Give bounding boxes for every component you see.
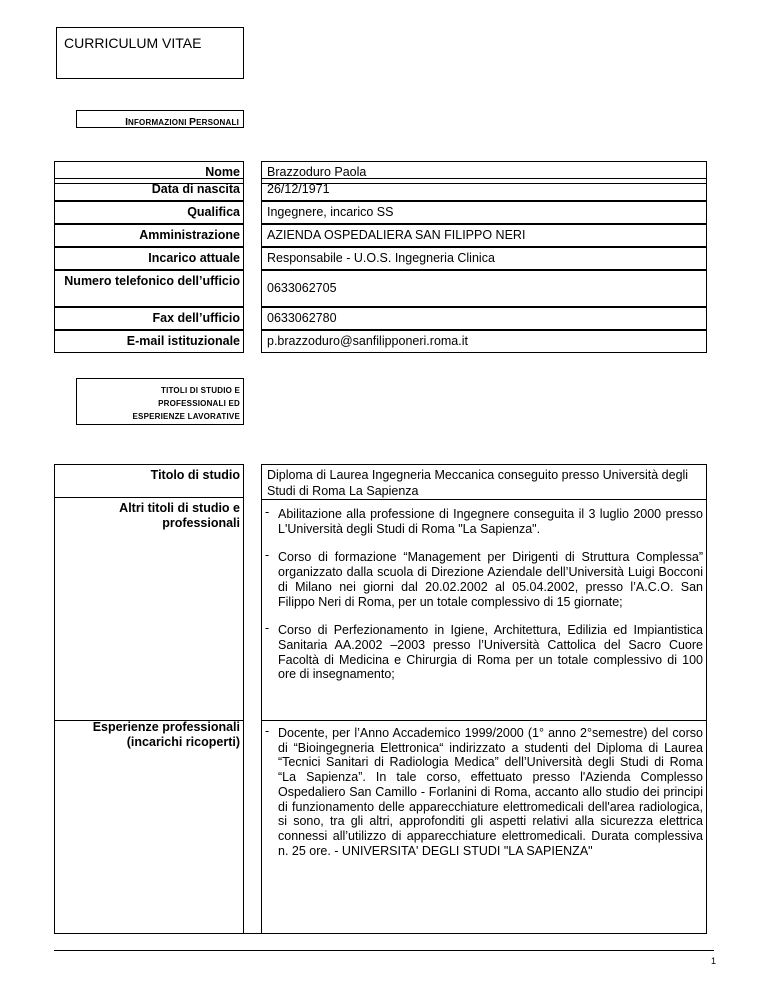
label-email: E-mail istituzionale [54,330,244,353]
value-titolo-studio: Diploma di Laurea Ingegneria Meccanica conseguito presso Università degli Studi di Roma La Sapienza [267,468,689,498]
label-amministrazione: Amministrazione [54,224,244,247]
list-item: - Abilitazione alla professione di Ingegnere conseguita il 3 luglio 2000 presso L'Università degli Studi di Roma "La Sapienza". [265,505,703,536]
titles-table-left-border [54,464,55,934]
value-qualifica: Ingegnere, incarico SS [261,201,707,224]
esperienze-list [261,722,707,858]
value-amministrazione: AZIENDA OSPEDALIERA SAN FILIPPO NERI [261,224,707,247]
titles-row2-sep-right [261,720,707,721]
label-incarico-attuale: Incarico attuale [54,247,244,270]
value-email[interactable]: p.brazzoduro@sanfilipponeri.roma.it [261,330,707,353]
list-item: - Docente, per l’Anno Accademico 1999/2000 (1° anno 2°semestre) del corso di “Bioingegneria Elettronica“ indirizzato a studenti del Diploma di Laurea “Tecnici Sanitari di Radiologia Medica” dell’Università degli Studi di Roma “La Sapienza”. In tale corso, effettuato presso l'Azienda Complesso Ospedaliero San Camillo - Forlanini di Roma, accanto allo studio dei principi di funzionamento delle apparecchiature elettromedicali dell'area radiologica, si sono, tra gli altri, approfonditi gli aspetti relativi alla sicurezza elettrica connessi all’utilizzo di apparecchiature elettromedicali. Durata complessiva n. 25 ore. - UNIVERSITA' DEGLI STUDI "LA SAPIENZA" [265,724,703,858]
value-incarico-attuale: Responsabile - U.O.S. Ingegneria Clinica [261,247,707,270]
titles-row1-sep-right [261,499,707,500]
list-item: - Corso di Perfezionamento in Igiene, Architettura, Edilizia ed Impiantistica Sanitaria AA.2002 –2003 presso l’Università Cattolica del Sacro Cuore Facoltà di Medicina e Chirurgia di Roma per un totale complessivo di 100 ore di insegnamento; [265,621,703,682]
label-data-nascita: Data di nascita [54,178,244,201]
page-number: 1 [710,956,716,966]
label-nome: Nome [54,161,244,184]
value-data-nascita: 26/12/1971 [261,178,707,201]
value-fax: 0633062780 [261,307,707,330]
personal-section-header: INFORMAZIONI PERSONALI [76,110,244,128]
label-altri-titoli: Altri titoli di studio e professionali [119,501,240,530]
altri-titoli-list [261,503,707,682]
cv-title-box [56,27,244,79]
value-nome: Brazzoduro Paola [261,161,707,184]
label-esperienze: Esperienze professionali (incarichi ricoperti) [92,720,240,749]
value-numero-telefonico: 0633062705 [261,270,707,307]
label-titolo-studio: Titolo di studio [150,468,240,482]
label-fax: Fax dell’ufficio [54,307,244,330]
titles-row1-sep-left [54,497,244,498]
list-item: - Corso di formazione “Management per Dirigenti di Struttura Complessa” organizzato dalla scuola di Direzione Aziendale dell’Università Luigi Bocconi di Milano nei giorni dal 20.02.2002 al 05.04.2002, presso l’A.C.O. San Filippo Neri di Roma, per un totale complessivo di 15 giornate; [265,548,703,609]
titles-table-mid-border-a [243,464,244,934]
label-numero-telefonico: Numero telefonico dell’ufficio [54,270,244,307]
titles-table-top-left [54,464,244,465]
titles-table-bottom [54,933,707,934]
titles-table-top-right [261,464,707,465]
cv-title: CURRICULUM VITAE [64,35,202,51]
footer-rule [54,950,714,951]
label-qualifica: Qualifica [54,201,244,224]
titles-section-header: TITOLI DI STUDIO E PROFESSIONALI ED ESPERIENZE LAVORATIVE [76,378,244,425]
